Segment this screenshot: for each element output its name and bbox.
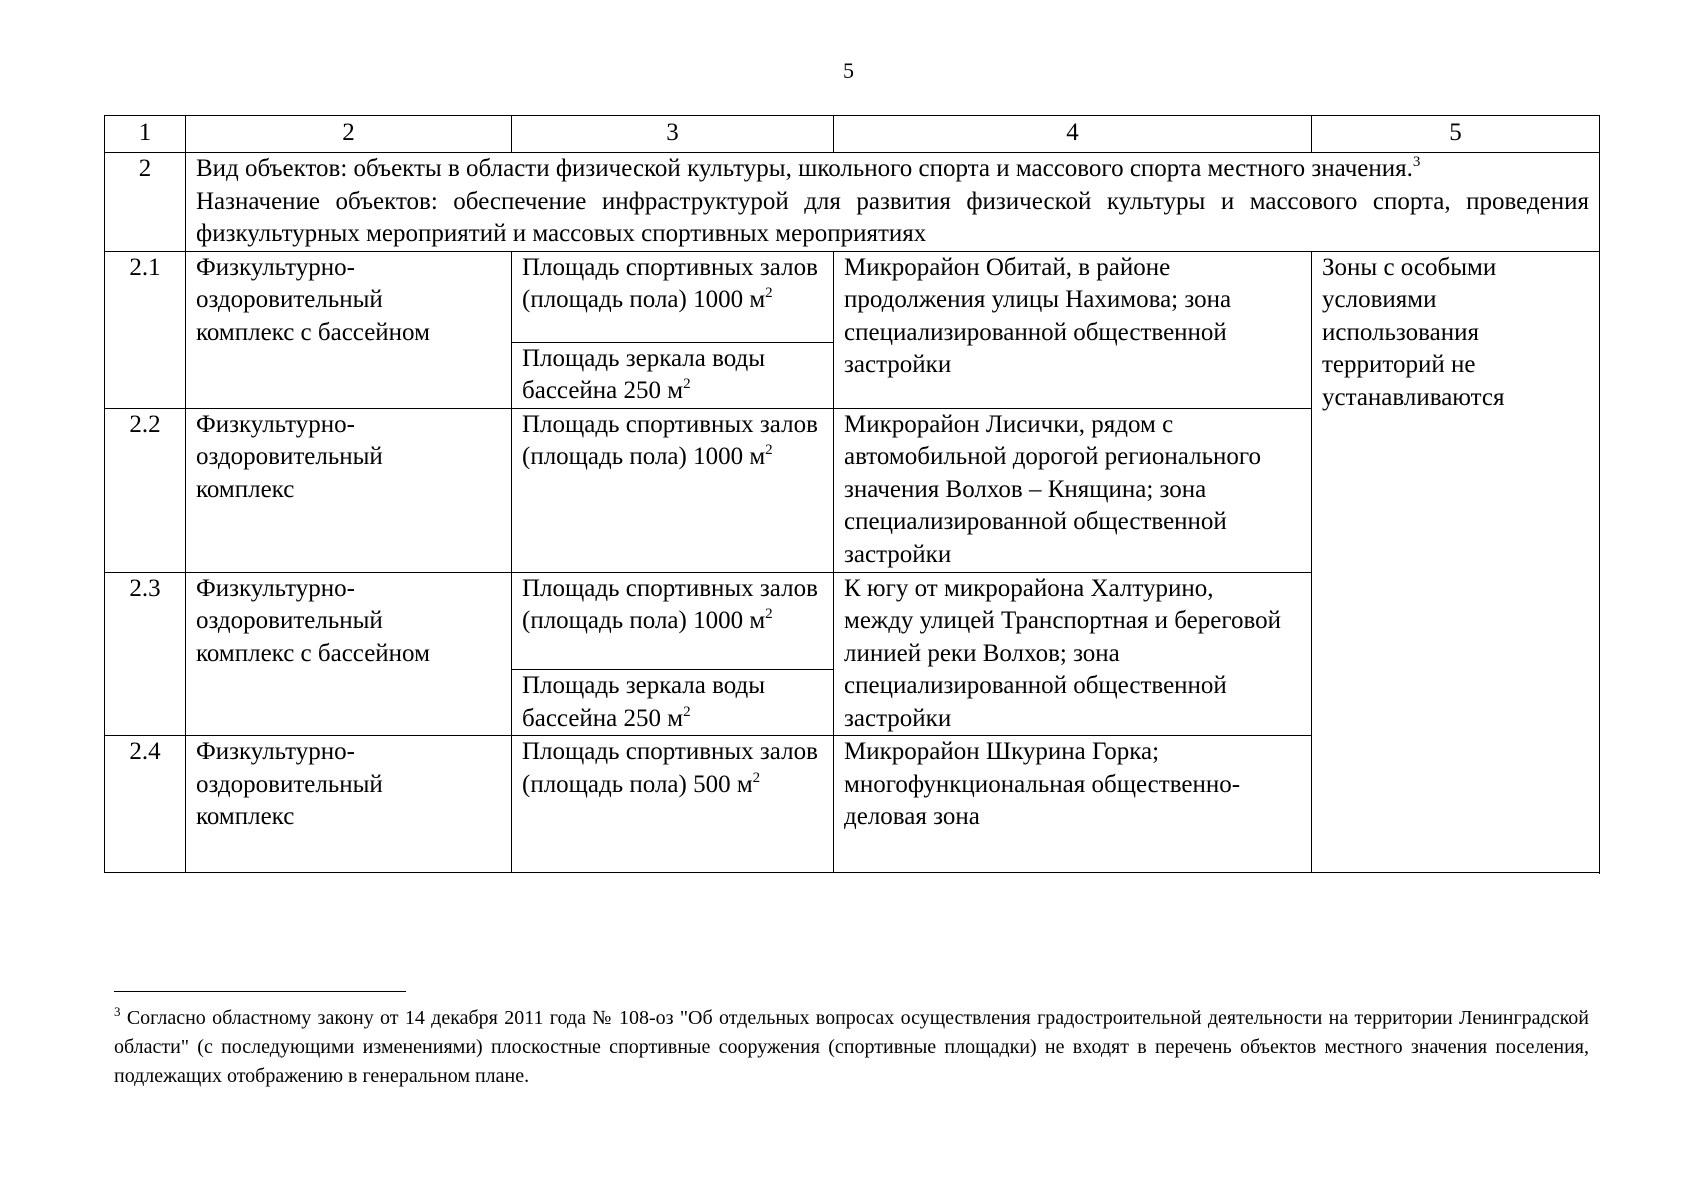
pool-area: Площадь зеркала воды бассейна 250 $м^2$ <box>512 670 834 736</box>
column-number: 4 <box>834 116 1312 153</box>
row-number: 2.4 <box>105 736 186 873</box>
column-number: 1 <box>105 116 186 153</box>
object-name: Физкультурно-оздоровительный комплекс с бассейном <box>186 572 512 736</box>
object-location: Микрорайон Шкурина Горка; многофункциональная общественно-деловая зона <box>834 736 1312 873</box>
objects-table <box>104 115 1600 873</box>
table-row <box>105 251 1600 342</box>
column-number: 5 <box>1312 116 1600 153</box>
hall-area: Площадь спортивных залов (площадь пола) 1000 $м^2$ <box>512 408 834 572</box>
page-number: 5 <box>843 58 854 83</box>
hall-area: Площадь спортивных залов (площадь пола) 500 $м^2$ <box>512 736 834 873</box>
object-name: Физкультурно-оздоровительный комплекс <box>186 408 512 572</box>
row-number: 2.2 <box>105 408 186 572</box>
footnote-marker: 3 <box>114 1004 121 1019</box>
section-number: 2 <box>105 153 186 252</box>
zones-note: Зоны с особыми условиями использования территорий не устанавливаются <box>1312 251 1600 873</box>
column-number-row <box>105 116 1600 153</box>
object-purpose: Назначение объектов: обеспечение инфраструктурой для развития физической культуры и массового спорта, проведения физкультурных мероприятий и массовых спортивных мероприятиях <box>196 187 1589 247</box>
pool-area: Площадь зеркала воды бассейна 250 $м^2$ <box>512 342 834 408</box>
footnote-divider <box>114 991 406 992</box>
object-location: К югу от микрорайона Халтурино, между улицей Транспортная и береговой линией реки Волхов; зона специализированной общественной застройки <box>834 572 1312 736</box>
object-location: Микрорайон Лисички, рядом с автомобильной дорогой регионального значения Волхов – Княщина; зона специализированной общественной застройки <box>834 408 1312 572</box>
hall-area: Площадь спортивных залов (площадь пола) 1000 $м^2$ <box>512 251 834 342</box>
object-name: Физкультурно-оздоровительный комплекс с бассейном <box>186 251 512 408</box>
object-location: Микрорайон Обитай, в районе продолжения улицы Нахимова; зона специализированной общественной застройки <box>834 251 1312 408</box>
hall-area: Площадь спортивных залов (площадь пола) 1000 $м^2$ <box>512 572 834 670</box>
column-number: 2 <box>186 116 512 153</box>
footnote-ref: 3 <box>1412 154 1421 170</box>
object-name: Физкультурно-оздоровительный комплекс <box>186 736 512 873</box>
row-number: 2.3 <box>105 572 186 736</box>
footnote-text: Согласно областному закону от 14 декабря 2011 года № 108-оз "Об отдельных вопросах осуществления градостроительной деятельности на территории Ленинградской области" (с последующими изменениями) плоскостные спортивные сооружения (спортивные площадки) не входят в перечень объектов местного значения поселения, подлежащих отображению в генеральном плане. <box>114 1007 1590 1087</box>
object-kind: Вид объектов: объекты в области физической культуры, школьного спорта и массового спорта местного значения.$^3$ <box>196 154 1421 182</box>
row-number: 2.1 <box>105 251 186 408</box>
section-row <box>105 153 1600 252</box>
column-number: 3 <box>512 116 834 153</box>
footnote <box>114 1004 1589 1091</box>
section-description <box>186 153 1600 252</box>
